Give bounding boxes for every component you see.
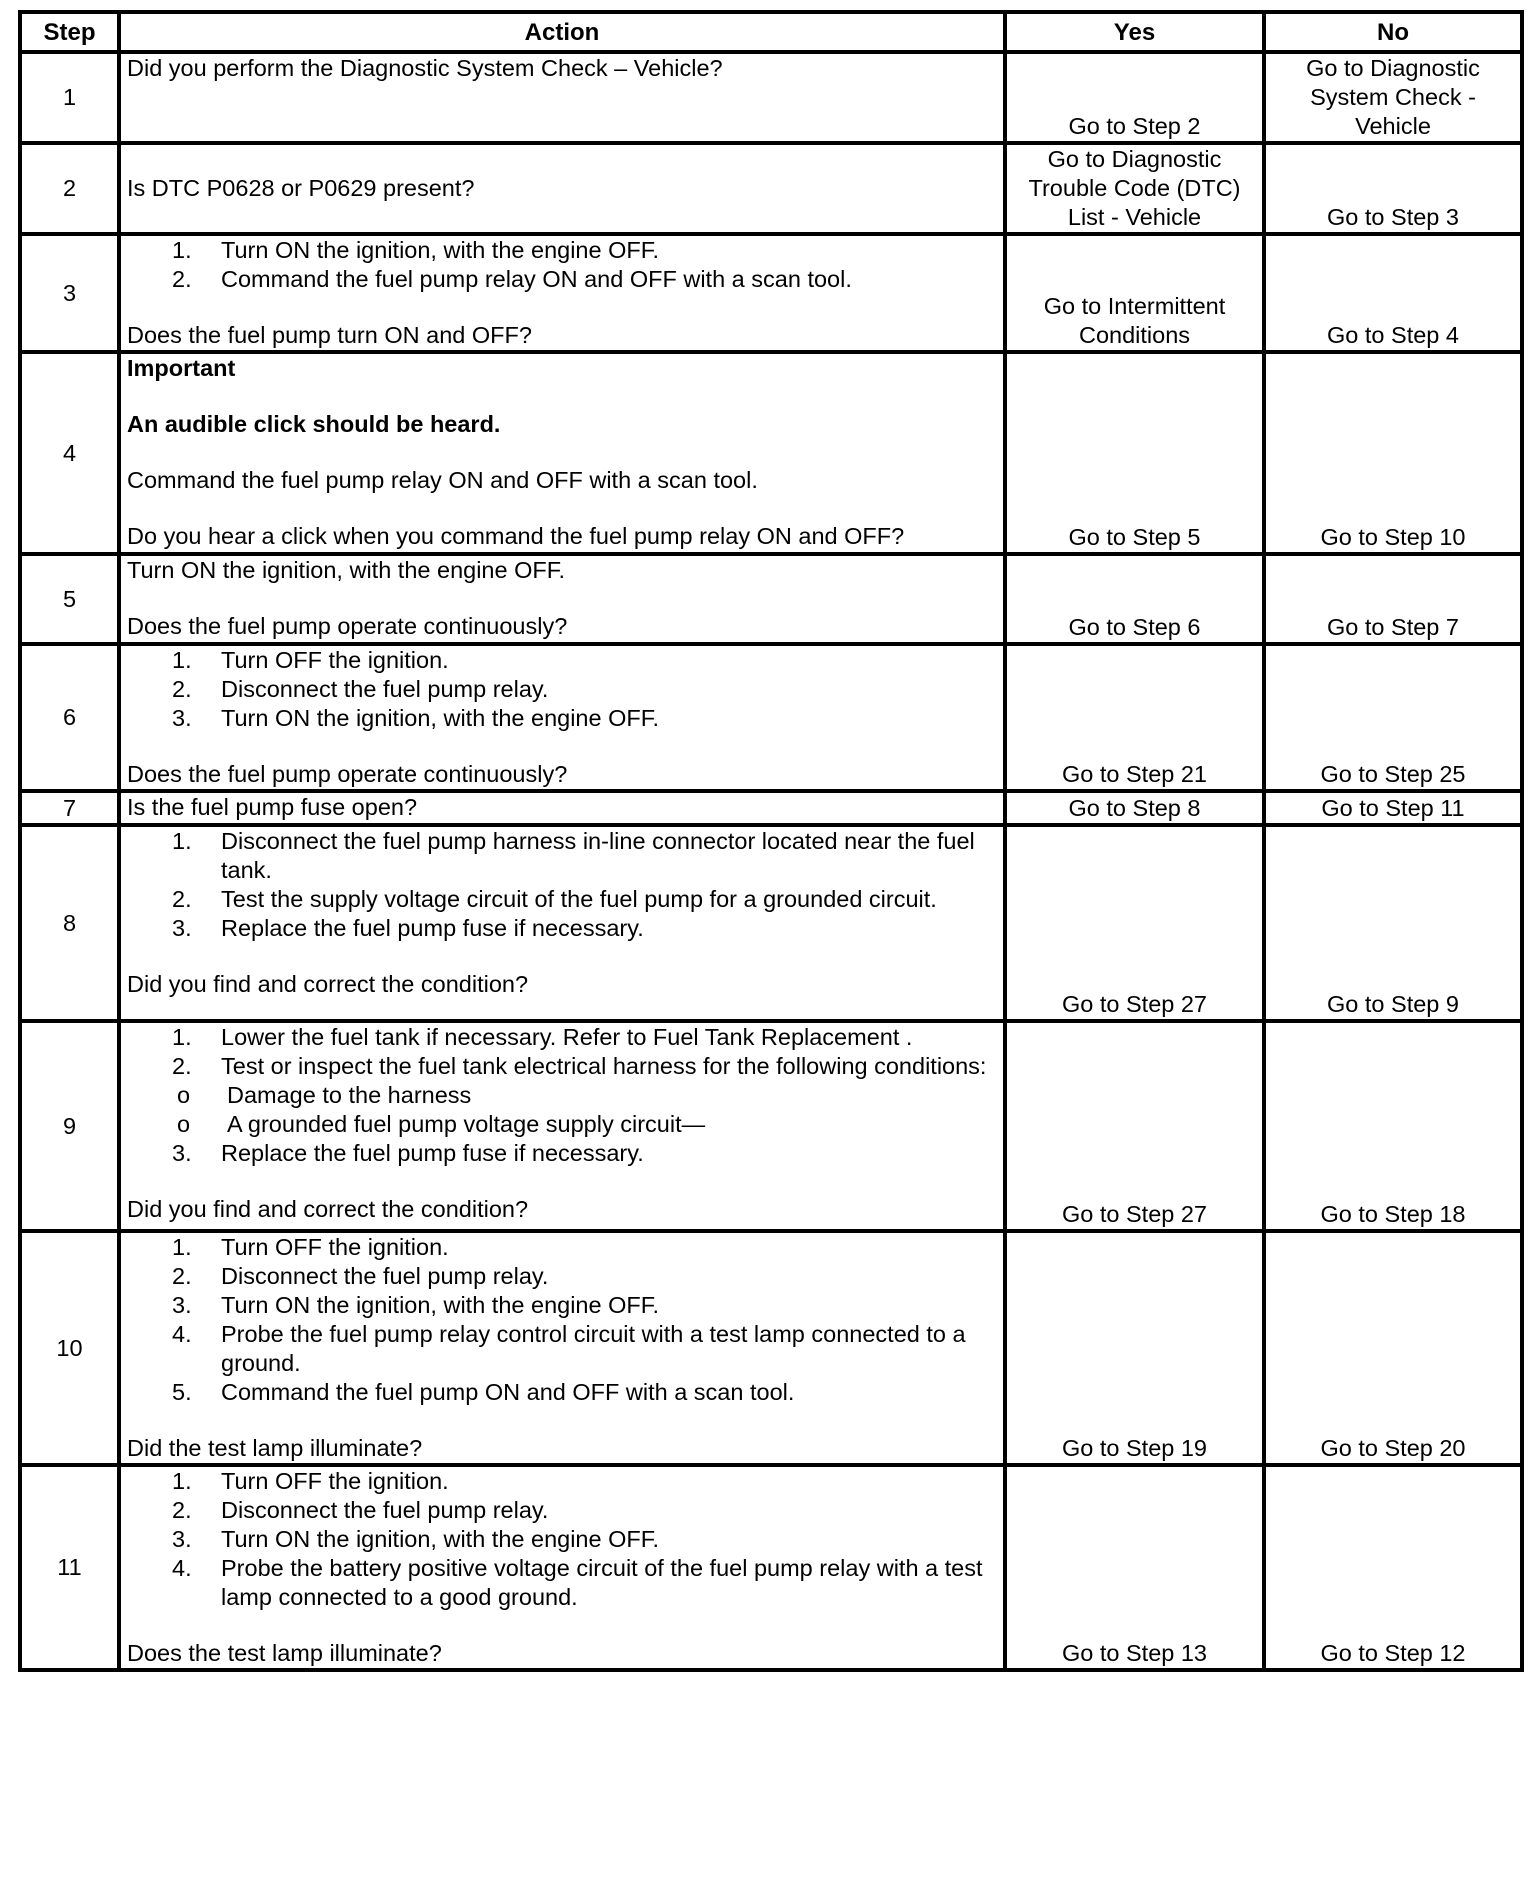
- step-number: 5: [20, 554, 119, 644]
- yes-outcome: Go to Diagnostic Trouble Code (DTC) List - Vehicle: [1005, 143, 1264, 234]
- step-number: 6: [20, 644, 119, 791]
- header-no: No: [1264, 12, 1522, 52]
- procedure-list: [127, 827, 997, 943]
- list-item: 5. Command the fuel pump ON and OFF with a scan tool.: [172, 1379, 795, 1405]
- procedure-list: [127, 1467, 997, 1612]
- action-cell: [119, 234, 1005, 352]
- no-outcome: Go to Step 25: [1264, 644, 1522, 791]
- list-item: 2. Command the fuel pump relay ON and OFF with a scan tool.: [172, 266, 852, 292]
- action-cell: [119, 1231, 1005, 1465]
- table-row: [20, 1021, 1522, 1231]
- table-row: [20, 644, 1522, 791]
- list-item: 2. Disconnect the fuel pump relay.: [172, 676, 549, 702]
- yes-outcome: Go to Step 2: [1005, 52, 1264, 143]
- list-item: 4. Probe the fuel pump relay control circuit with a test lamp connected to a ground.: [172, 1321, 966, 1376]
- yes-outcome: Go to Step 8: [1005, 791, 1264, 825]
- table-row: [20, 234, 1522, 352]
- yes-outcome: Go to Intermittent Conditions: [1005, 234, 1264, 352]
- header-action: Action: [119, 12, 1005, 52]
- action-cell: [119, 1465, 1005, 1670]
- action-cell: [119, 143, 1005, 234]
- table-row: [20, 1465, 1522, 1670]
- action-cell: [119, 1021, 1005, 1231]
- no-outcome: Go to Step 7: [1264, 554, 1522, 644]
- bullet-icon: o: [177, 1111, 191, 1137]
- table-row: [20, 791, 1522, 825]
- list-item: 1. Turn OFF the ignition.: [172, 647, 449, 673]
- list-item: 1. Disconnect the fuel pump harness in-line connector located near the fuel tank.: [172, 828, 975, 883]
- yes-outcome: Go to Step 6: [1005, 554, 1264, 644]
- action-cell: [119, 644, 1005, 791]
- no-outcome: Go to Diagnostic System Check - Vehicle: [1264, 52, 1522, 143]
- no-outcome: Go to Step 11: [1264, 791, 1522, 825]
- header-step: Step: [20, 12, 119, 52]
- list-item: 3. Turn ON the ignition, with the engine OFF.: [172, 1292, 660, 1318]
- table-row: [20, 554, 1522, 644]
- question-text: Do you hear a click when you command the fuel pump relay ON and OFF?: [127, 523, 905, 549]
- table-row: [20, 825, 1522, 1021]
- list-item: 1. Turn OFF the ignition.: [172, 1234, 449, 1260]
- list-item: 2. Disconnect the fuel pump relay.: [172, 1263, 549, 1289]
- list-item: 2. Disconnect the fuel pump relay.: [172, 1497, 549, 1523]
- procedure-list: [127, 646, 997, 733]
- question-text: Did the test lamp illuminate?: [127, 1435, 423, 1461]
- list-item: 3. Turn ON the ignition, with the engine OFF.: [172, 1526, 660, 1552]
- sub-list-item: o Damage to the harness: [127, 1081, 997, 1110]
- question-text: Is DTC P0628 or P0629 present?: [127, 175, 475, 201]
- procedure-list: [127, 236, 997, 294]
- action-cell: [119, 554, 1005, 644]
- step-number: 2: [20, 143, 119, 234]
- list-item: 3. Replace the fuel pump fuse if necessary.: [172, 1140, 644, 1166]
- procedure-list: [127, 1233, 997, 1407]
- important-note: An audible click should be heard.: [127, 411, 501, 437]
- question-text: Did you find and correct the condition?: [127, 1196, 529, 1222]
- table-row: [20, 1231, 1522, 1465]
- question-text: Does the test lamp illuminate?: [127, 1640, 442, 1666]
- sub-list-item: o A grounded fuel pump voltage supply circuit—: [127, 1110, 997, 1139]
- step-number: 10: [20, 1231, 119, 1465]
- yes-outcome: Go to Step 27: [1005, 1021, 1264, 1231]
- question-text: Is the fuel pump fuse open?: [127, 794, 418, 820]
- action-cell: [119, 352, 1005, 554]
- no-outcome: Go to Step 10: [1264, 352, 1522, 554]
- step-number: 9: [20, 1021, 119, 1231]
- question-text: Does the fuel pump turn ON and OFF?: [127, 322, 532, 348]
- header-row: [20, 12, 1522, 52]
- step-number: 8: [20, 825, 119, 1021]
- question-text: Does the fuel pump operate continuously?: [127, 613, 568, 639]
- sub-list: [127, 1081, 997, 1139]
- yes-outcome: Go to Step 13: [1005, 1465, 1264, 1670]
- list-item: 1. Turn ON the ignition, with the engine OFF.: [172, 237, 660, 263]
- step-number: 3: [20, 234, 119, 352]
- diagnostic-table: [18, 10, 1524, 1672]
- question-text: Does the fuel pump operate continuously?: [127, 761, 568, 787]
- procedure-list: [127, 1023, 997, 1168]
- instruction-text: Command the fuel pump relay ON and OFF with a scan tool.: [127, 467, 758, 493]
- action-cell: [119, 825, 1005, 1021]
- list-item: 1. Lower the fuel tank if necessary. Refer to Fuel Tank Replacement .: [172, 1024, 913, 1050]
- list-item: 4. Probe the battery positive voltage circuit of the fuel pump relay with a test lamp connected to a good ground.: [172, 1555, 983, 1610]
- list-item: 3. Turn ON the ignition, with the engine OFF.: [172, 705, 660, 731]
- list-item: 3. Replace the fuel pump fuse if necessary.: [172, 915, 644, 941]
- step-number: 1: [20, 52, 119, 143]
- step-number: 4: [20, 352, 119, 554]
- bullet-icon: o: [177, 1082, 191, 1108]
- no-outcome: Go to Step 12: [1264, 1465, 1522, 1670]
- table-row: [20, 352, 1522, 554]
- no-outcome: Go to Step 9: [1264, 825, 1522, 1021]
- action-cell: [119, 791, 1005, 825]
- step-number: 7: [20, 791, 119, 825]
- no-outcome: Go to Step 3: [1264, 143, 1522, 234]
- step-number: 11: [20, 1465, 119, 1670]
- no-outcome: Go to Step 18: [1264, 1021, 1522, 1231]
- question-text: Did you find and correct the condition?: [127, 971, 529, 997]
- list-item: 1. Turn OFF the ignition.: [172, 1468, 449, 1494]
- table-row: [20, 143, 1522, 234]
- list-item: 2. Test the supply voltage circuit of the fuel pump for a grounded circuit.: [172, 886, 937, 912]
- question-text: Did you perform the Diagnostic System Check – Vehicle?: [127, 55, 723, 81]
- yes-outcome: Go to Step 27: [1005, 825, 1264, 1021]
- yes-outcome: Go to Step 21: [1005, 644, 1264, 791]
- table-row: [20, 52, 1522, 143]
- list-item: 2. Test or inspect the fuel tank electrical harness for the following conditions: o Damage to the harness o A grounded fuel pump voltage supply circuit—: [127, 1052, 997, 1139]
- no-outcome: Go to Step 4: [1264, 234, 1522, 352]
- no-outcome: Go to Step 20: [1264, 1231, 1522, 1465]
- header-yes: Yes: [1005, 12, 1264, 52]
- important-heading: Important: [127, 355, 236, 381]
- action-cell: [119, 52, 1005, 143]
- yes-outcome: Go to Step 5: [1005, 352, 1264, 554]
- instruction-text: Turn ON the ignition, with the engine OFF.: [127, 557, 566, 583]
- yes-outcome: Go to Step 19: [1005, 1231, 1264, 1465]
